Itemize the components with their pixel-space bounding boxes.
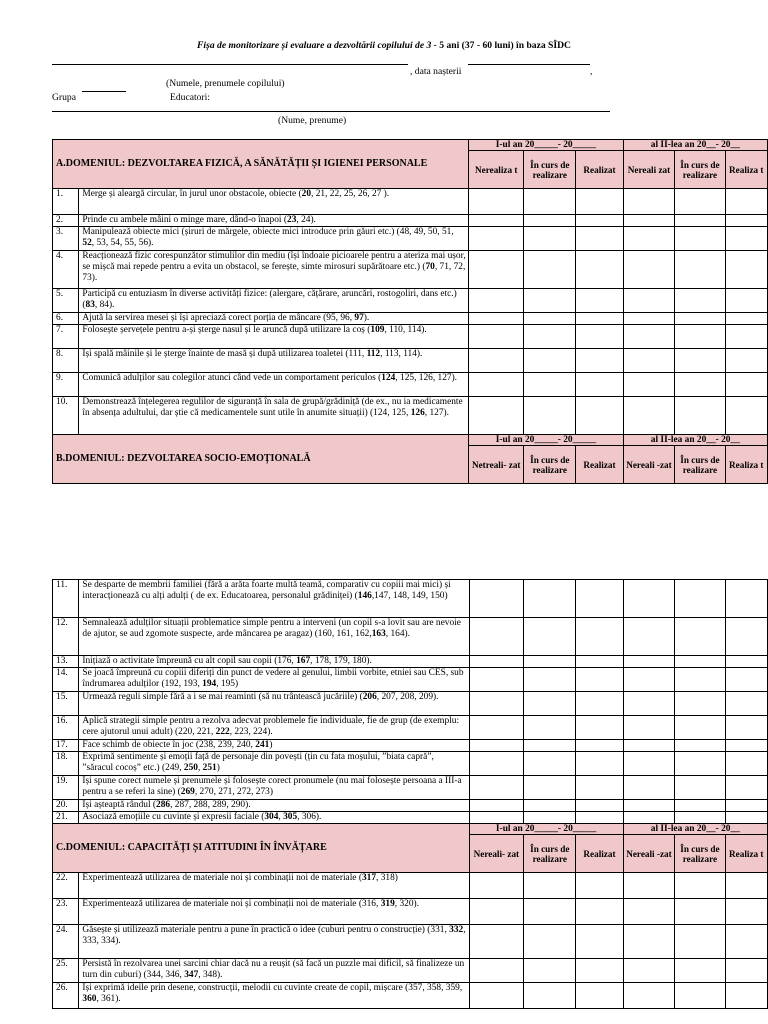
- status-checkbox-cell[interactable]: [469, 215, 524, 227]
- criterion-text: Găsește și utilizează materiale pentru a pune în practică o idee (cuburi pentru o construcție) (331, 332, 333, 334).: [79, 925, 469, 959]
- status-checkbox-cell[interactable]: [469, 776, 524, 800]
- year2-header: al II-lea an 20__- 20__: [623, 824, 767, 835]
- status-checkbox-cell[interactable]: [524, 397, 576, 435]
- domain-title: [53, 435, 469, 484]
- status-checkbox-cell[interactable]: [576, 959, 623, 983]
- status-checkbox-cell[interactable]: [675, 580, 725, 618]
- status-checkbox-cell[interactable]: [725, 656, 767, 668]
- status-checkbox-cell[interactable]: [524, 618, 576, 656]
- status-checkbox-cell[interactable]: [524, 983, 576, 1009]
- status-checkbox-cell[interactable]: [675, 716, 725, 740]
- criterion-text: Experimentează utilizarea de materiale noi și combinații noi de materiale (316, 319, 320).: [79, 899, 469, 925]
- domain-header-row: [53, 140, 768, 151]
- status-checkbox-cell[interactable]: [725, 325, 767, 349]
- status-column-header: Nereali -zat: [623, 835, 675, 873]
- status-checkbox-cell[interactable]: [469, 873, 524, 899]
- criterion-text: Urmează reguli simple fără a i se mai reaminti (să nu trântească jucăriile) (206, 207, 208, 209).: [79, 692, 469, 716]
- status-checkbox-cell[interactable]: [469, 373, 524, 397]
- status-checkbox-cell[interactable]: [675, 349, 725, 373]
- status-checkbox-cell[interactable]: [469, 752, 524, 776]
- status-checkbox-cell[interactable]: [524, 800, 576, 812]
- monitoring-table-part2: [52, 579, 768, 1009]
- status-checkbox-cell[interactable]: [576, 313, 623, 325]
- status-column-header: Realiza t: [725, 151, 767, 189]
- criterion-row: [53, 189, 768, 215]
- status-checkbox-cell[interactable]: [623, 656, 675, 668]
- criterion-text: Își exprimă ideile prin desene, construcții, melodii cu cuvinte create de copil, mișcare (357, 358, 359, 360, 361).: [79, 983, 469, 1009]
- status-checkbox-cell[interactable]: [725, 752, 767, 776]
- status-column-header: În curs de realizare: [675, 151, 725, 189]
- status-checkbox-cell[interactable]: [524, 776, 576, 800]
- status-checkbox-cell[interactable]: [725, 397, 767, 435]
- status-checkbox-cell[interactable]: [675, 983, 725, 1009]
- status-checkbox-cell[interactable]: [675, 227, 725, 251]
- criterion-row: [53, 925, 768, 959]
- criterion-number: 11.: [53, 580, 79, 618]
- status-column-header: În curs de realizare: [524, 446, 576, 484]
- criterion-number: 5.: [53, 289, 79, 313]
- status-checkbox-cell[interactable]: [576, 668, 623, 692]
- status-checkbox-cell[interactable]: [469, 899, 524, 925]
- criterion-number: 10.: [53, 397, 79, 435]
- criterion-row: [53, 580, 768, 618]
- status-checkbox-cell[interactable]: [469, 959, 524, 983]
- criterion-text: Merge și aleargă circular, în jurul unor obstacole, obiecte (20, 21, 22, 25, 26, 27 ).: [79, 189, 469, 215]
- status-checkbox-cell[interactable]: [675, 189, 725, 215]
- status-checkbox-cell[interactable]: [469, 812, 524, 824]
- status-checkbox-cell[interactable]: [623, 189, 675, 215]
- status-checkbox-cell[interactable]: [576, 349, 623, 373]
- criterion-row: [53, 800, 768, 812]
- status-checkbox-cell[interactable]: [675, 668, 725, 692]
- criterion-row: [53, 983, 768, 1009]
- criterion-number: 23.: [53, 899, 79, 925]
- criterion-number: 12.: [53, 618, 79, 656]
- status-column-header: Realiza t: [725, 835, 767, 873]
- criterion-row: [53, 716, 768, 740]
- status-checkbox-cell[interactable]: [725, 692, 767, 716]
- status-checkbox-cell[interactable]: [576, 289, 623, 313]
- status-checkbox-cell[interactable]: [524, 325, 576, 349]
- status-checkbox-cell[interactable]: [469, 740, 524, 752]
- criterion-text: Demonstrează înțelegerea regulilor de siguranță în sala de grupă/grădiniță (de ex., nu ia medicamente în absența adultului, dar știe că medicamentele sunt utile în anumite situații) (124, 125, 126, 127).: [79, 397, 469, 435]
- status-checkbox-cell[interactable]: [725, 716, 767, 740]
- criterion-text: Experimentează utilizarea de materiale noi și combinații noi de materiale (317, 318): [79, 873, 469, 899]
- criterion-row: [53, 776, 768, 800]
- status-checkbox-cell[interactable]: [725, 215, 767, 227]
- status-checkbox-cell[interactable]: [524, 215, 576, 227]
- criterion-text: Persistă în rezolvarea unei sarcini chiar dacă nu a reușit (să facă un puzzle mai dificil, să finalizeze un turn din cuburi) (344, 346, 347, 348).: [79, 959, 469, 983]
- status-checkbox-cell[interactable]: [524, 925, 576, 959]
- criterion-row: [53, 349, 768, 373]
- status-checkbox-cell[interactable]: [623, 925, 675, 959]
- criterion-number: 26.: [53, 983, 79, 1009]
- status-checkbox-cell[interactable]: [675, 925, 725, 959]
- title-prefix: Fișa de monitorizare și evaluare a dezvoltării copilului de 3 -: [197, 40, 440, 51]
- status-checkbox-cell[interactable]: [576, 812, 623, 824]
- status-checkbox-cell[interactable]: [469, 925, 524, 959]
- status-checkbox-cell[interactable]: [623, 349, 675, 373]
- status-checkbox-cell[interactable]: [725, 800, 767, 812]
- criterion-row: [53, 397, 768, 435]
- status-checkbox-cell[interactable]: [675, 325, 725, 349]
- status-checkbox-cell[interactable]: [725, 983, 767, 1009]
- status-checkbox-cell[interactable]: [576, 251, 623, 289]
- status-checkbox-cell[interactable]: [675, 618, 725, 656]
- criterion-number: 16.: [53, 716, 79, 740]
- status-checkbox-cell[interactable]: [675, 656, 725, 668]
- status-checkbox-cell[interactable]: [576, 752, 623, 776]
- status-checkbox-cell[interactable]: [623, 227, 675, 251]
- status-checkbox-cell[interactable]: [524, 716, 576, 740]
- status-checkbox-cell[interactable]: [675, 289, 725, 313]
- criterion-text: Participă cu entuziasm în diverse activități fizice: (alergare, cățărare, aruncări, rostogoliri, dans etc.) (83, 84).: [79, 289, 469, 313]
- status-checkbox-cell[interactable]: [469, 656, 524, 668]
- criterion-row: [53, 313, 768, 325]
- criterion-number: 2.: [53, 215, 79, 227]
- criterion-row: [53, 289, 768, 313]
- status-checkbox-cell[interactable]: [725, 668, 767, 692]
- child-name-caption: (Numele, prenumele copilului): [166, 78, 285, 89]
- criterion-row: [53, 812, 768, 824]
- criterion-text: Face schimb de obiecte în joc (238, 239, 240, 241): [79, 740, 469, 752]
- status-column-header: Realizat: [576, 446, 623, 484]
- status-checkbox-cell[interactable]: [576, 373, 623, 397]
- status-checkbox-cell[interactable]: [675, 800, 725, 812]
- criterion-text: Prinde cu ambele mâini o minge mare, dând-o înapoi (23, 24).: [79, 215, 469, 227]
- status-checkbox-cell[interactable]: [623, 800, 675, 812]
- teachers-line[interactable]: [52, 111, 610, 112]
- criterion-row: [53, 215, 768, 227]
- status-checkbox-cell[interactable]: [675, 373, 725, 397]
- status-checkbox-cell[interactable]: [524, 313, 576, 325]
- status-checkbox-cell[interactable]: [469, 668, 524, 692]
- criterion-number: 17.: [53, 740, 79, 752]
- teacher-name-caption: (Nume, prenume): [278, 115, 347, 126]
- status-checkbox-cell[interactable]: [576, 776, 623, 800]
- status-checkbox-cell[interactable]: [469, 189, 524, 215]
- status-checkbox-cell[interactable]: [469, 289, 524, 313]
- criterion-row: [53, 251, 768, 289]
- status-checkbox-cell[interactable]: [623, 580, 675, 618]
- status-checkbox-cell[interactable]: [675, 812, 725, 824]
- status-checkbox-cell[interactable]: [623, 397, 675, 435]
- status-checkbox-cell[interactable]: [469, 325, 524, 349]
- status-checkbox-cell[interactable]: [576, 800, 623, 812]
- criterion-text: Asociază emoțiile cu cuvinte și expresii faciale (304, 305, 306).: [79, 812, 469, 824]
- status-checkbox-cell[interactable]: [524, 251, 576, 289]
- status-checkbox-cell[interactable]: [576, 618, 623, 656]
- status-checkbox-cell[interactable]: [524, 227, 576, 251]
- group-line[interactable]: [82, 91, 126, 92]
- status-checkbox-cell[interactable]: [469, 349, 524, 373]
- status-checkbox-cell[interactable]: [576, 692, 623, 716]
- status-checkbox-cell[interactable]: [623, 289, 675, 313]
- status-column-header: Realizat: [576, 151, 623, 189]
- criterion-row: [53, 692, 768, 716]
- domain-c-title: C.DOMENIUL: CAPACITĂȚI ȘI ATITUDINI ÎN ÎNVĂȚARE: [56, 842, 327, 853]
- status-checkbox-cell[interactable]: [524, 692, 576, 716]
- status-checkbox-cell[interactable]: [524, 189, 576, 215]
- criterion-row: [53, 668, 768, 692]
- status-column-header: În curs de realizare: [675, 835, 725, 873]
- status-checkbox-cell[interactable]: [623, 325, 675, 349]
- status-checkbox-cell[interactable]: [623, 776, 675, 800]
- status-checkbox-cell[interactable]: [524, 752, 576, 776]
- status-checkbox-cell[interactable]: [623, 752, 675, 776]
- criterion-row: [53, 656, 768, 668]
- status-checkbox-cell[interactable]: [623, 873, 675, 899]
- status-checkbox-cell[interactable]: [725, 251, 767, 289]
- domain-title: [53, 824, 470, 873]
- criterion-number: 14.: [53, 668, 79, 692]
- criterion-row: [53, 618, 768, 656]
- status-checkbox-cell[interactable]: [675, 752, 725, 776]
- status-checkbox-cell[interactable]: [576, 215, 623, 227]
- criterion-number: 7.: [53, 325, 79, 349]
- status-checkbox-cell[interactable]: [524, 373, 576, 397]
- status-checkbox-cell[interactable]: [469, 716, 524, 740]
- status-checkbox-cell[interactable]: [469, 983, 524, 1009]
- status-checkbox-cell[interactable]: [623, 215, 675, 227]
- domain-b-title: B.DOMENIUL: DEZVOLTAREA SOCIO-EMOȚIONALĂ: [56, 453, 311, 464]
- status-column-header: Nerealiza t: [469, 151, 524, 189]
- status-checkbox-cell[interactable]: [623, 716, 675, 740]
- status-checkbox-cell[interactable]: [623, 668, 675, 692]
- criterion-text: Folosește șervețele pentru a-și șterge nasul și le aruncă după utilizare la coș (109, 110, 114).: [79, 325, 469, 349]
- status-checkbox-cell[interactable]: [725, 349, 767, 373]
- status-checkbox-cell[interactable]: [623, 373, 675, 397]
- status-checkbox-cell[interactable]: [576, 873, 623, 899]
- status-checkbox-cell[interactable]: [725, 740, 767, 752]
- status-checkbox-cell[interactable]: [675, 740, 725, 752]
- status-checkbox-cell[interactable]: [524, 959, 576, 983]
- status-checkbox-cell[interactable]: [469, 251, 524, 289]
- criterion-text: Inițiază o activitate împreună cu alt copil sau copii (176, 167, 178, 179, 180).: [79, 656, 469, 668]
- criterion-text: Exprimă sentimente și emoții față de personaje din povești (țin cu fata moșului, ”biata capră”, ”săracul cocoș” etc.) (249, 250, 251): [79, 752, 469, 776]
- criterion-text: Își așteaptă rândul (286, 287, 288, 289, 290).: [79, 800, 469, 812]
- status-checkbox-cell[interactable]: [524, 580, 576, 618]
- status-checkbox-cell[interactable]: [725, 873, 767, 899]
- comma: ,: [590, 66, 593, 77]
- status-column-header: Nereali zat: [623, 151, 675, 189]
- status-checkbox-cell[interactable]: [675, 397, 725, 435]
- document-title: [0, 40, 768, 51]
- status-checkbox-cell[interactable]: [675, 873, 725, 899]
- status-checkbox-cell[interactable]: [725, 776, 767, 800]
- criterion-text: Aplică strategii simple pentru a rezolva adecvat problemele fie individuale, fie de grup (de exemplu: cere ajutorul unui adult) (220, 221, 222, 223, 224).: [79, 716, 469, 740]
- criterion-row: [53, 959, 768, 983]
- criterion-text: Se joacă împreună cu copiii diferiți din punct de vedere al genului, limbii vorbite, etniei sau CES, sub îndrumarea adulților (192, 193, 194, 195): [79, 668, 469, 692]
- criterion-text: Își spală mâinile și le șterge înainte de masă și după utilizarea toaletei (111, 112, 113, 114).: [79, 349, 469, 373]
- status-checkbox-cell[interactable]: [623, 740, 675, 752]
- status-column-header: În curs de realizare: [675, 446, 725, 484]
- birth-date-label: , data nașterii: [410, 66, 462, 77]
- criterion-text: Comunică adulților sau colegilor atunci când vede un comportament periculos (124, 125, 126, 127).: [79, 373, 469, 397]
- status-checkbox-cell[interactable]: [524, 812, 576, 824]
- status-column-header: Realiza t: [725, 446, 767, 484]
- status-checkbox-cell[interactable]: [623, 251, 675, 289]
- status-checkbox-cell[interactable]: [725, 227, 767, 251]
- status-checkbox-cell[interactable]: [469, 313, 524, 325]
- status-checkbox-cell[interactable]: [576, 656, 623, 668]
- status-checkbox-cell[interactable]: [725, 925, 767, 959]
- status-checkbox-cell[interactable]: [675, 959, 725, 983]
- status-checkbox-cell[interactable]: [576, 397, 623, 435]
- status-checkbox-cell[interactable]: [725, 959, 767, 983]
- status-checkbox-cell[interactable]: [623, 692, 675, 716]
- criterion-row: [53, 227, 768, 251]
- criterion-row: [53, 740, 768, 752]
- year1-header: I-ul an 20_____- 20_____: [469, 435, 623, 446]
- status-checkbox-cell[interactable]: [576, 580, 623, 618]
- title-suffix: 5 ani (37 - 60 luni) în baza SÎDC: [439, 40, 571, 51]
- status-checkbox-cell[interactable]: [576, 325, 623, 349]
- status-checkbox-cell[interactable]: [576, 899, 623, 925]
- status-checkbox-cell[interactable]: [469, 618, 524, 656]
- criterion-number: 13.: [53, 656, 79, 668]
- criterion-number: 19.: [53, 776, 79, 800]
- status-checkbox-cell[interactable]: [524, 899, 576, 925]
- criterion-text: Reacționează fizic corespunzător stimulilor din mediu (își îndoaie picioarele pentru a ateriza mai ușor, se mișcă mai repede pentru a evita un obstacol, se ferește, simte mirosuri supărătoare etc.) (70, 71, 72, 73).: [79, 251, 469, 289]
- status-checkbox-cell[interactable]: [524, 289, 576, 313]
- status-checkbox-cell[interactable]: [623, 812, 675, 824]
- criterion-number: 3.: [53, 227, 79, 251]
- criterion-row: [53, 325, 768, 349]
- status-checkbox-cell[interactable]: [725, 313, 767, 325]
- status-checkbox-cell[interactable]: [675, 899, 725, 925]
- domain-header-row: [53, 824, 768, 835]
- status-checkbox-cell[interactable]: [623, 959, 675, 983]
- criterion-row: [53, 899, 768, 925]
- criterion-text: Se desparte de membrii familiei (fără a arăta foarte multă teamă, comparativ cu copiii mai mici) și interacționează cu alți adulți ( de ex. Educatoarea, personalul grădiniței) (146,147, 148, 149, 150): [79, 580, 469, 618]
- status-checkbox-cell[interactable]: [675, 251, 725, 289]
- status-checkbox-cell[interactable]: [725, 580, 767, 618]
- status-column-header: Realizat: [576, 835, 623, 873]
- status-checkbox-cell[interactable]: [675, 692, 725, 716]
- criterion-number: 8.: [53, 349, 79, 373]
- status-checkbox-cell[interactable]: [469, 580, 524, 618]
- criterion-number: 6.: [53, 313, 79, 325]
- status-checkbox-cell[interactable]: [725, 373, 767, 397]
- status-checkbox-cell[interactable]: [524, 668, 576, 692]
- status-checkbox-cell[interactable]: [576, 925, 623, 959]
- criterion-number: 18.: [53, 752, 79, 776]
- criterion-number: 21.: [53, 812, 79, 824]
- status-checkbox-cell[interactable]: [576, 983, 623, 1009]
- status-checkbox-cell[interactable]: [623, 983, 675, 1009]
- teachers-label: Educatori:: [170, 92, 210, 103]
- status-checkbox-cell[interactable]: [469, 227, 524, 251]
- year2-header: al II-lea an 20__- 20__: [623, 435, 767, 446]
- status-checkbox-cell[interactable]: [469, 397, 524, 435]
- status-checkbox-cell[interactable]: [576, 740, 623, 752]
- criterion-row: [53, 752, 768, 776]
- group-label: Grupa: [52, 92, 76, 103]
- status-checkbox-cell[interactable]: [725, 899, 767, 925]
- criterion-number: 1.: [53, 189, 79, 215]
- criterion-row: [53, 873, 768, 899]
- status-checkbox-cell[interactable]: [623, 313, 675, 325]
- status-checkbox-cell[interactable]: [576, 227, 623, 251]
- domain-title: [53, 140, 469, 189]
- criterion-text: Ajută la servirea mesei și își apreciază corect porția de mâncare (95, 96, 97).: [79, 313, 469, 325]
- status-checkbox-cell[interactable]: [675, 215, 725, 227]
- status-column-header: În curs de realizare: [524, 835, 576, 873]
- criterion-number: 9.: [53, 373, 79, 397]
- domain-header-row: [53, 435, 768, 446]
- status-checkbox-cell[interactable]: [576, 716, 623, 740]
- criterion-number: 25.: [53, 959, 79, 983]
- status-checkbox-cell[interactable]: [725, 618, 767, 656]
- status-checkbox-cell[interactable]: [725, 289, 767, 313]
- criterion-row: [53, 373, 768, 397]
- status-column-header: În curs de realizare: [524, 151, 576, 189]
- year2-header: al II-lea an 20__- 20__: [623, 140, 767, 151]
- status-checkbox-cell[interactable]: [623, 618, 675, 656]
- year1-header: I-ul an 20_____- 20_____: [469, 824, 623, 835]
- status-checkbox-cell[interactable]: [623, 899, 675, 925]
- status-checkbox-cell[interactable]: [524, 656, 576, 668]
- status-column-header: Nereali -zat: [623, 446, 675, 484]
- child-name-line[interactable]: [52, 64, 408, 65]
- year1-header: I-ul an 20_____- 20_____: [469, 140, 623, 151]
- status-checkbox-cell[interactable]: [524, 873, 576, 899]
- criterion-text: Manipulează obiecte mici (șiruri de mărgele, obiecte mici introduce prin găuri etc.) (48, 49, 50, 51, 52, 53, 54, 55, 56).: [79, 227, 469, 251]
- criterion-text: Își spune corect numele și prenumele și folosește corect pronumele (nu mai folosește persoana a III-a pentru a se referi la sine) (269, 270, 271, 272, 273): [79, 776, 469, 800]
- status-checkbox-cell[interactable]: [725, 189, 767, 215]
- criterion-text: Semnalează adulților situații problematice simple pentru a interveni (un copil s-a lovit sau are nevoie de ajutor, se aud zgomote suspecte, arde mâncarea pe aragaz) (160, 161, 162,163, 164).: [79, 618, 469, 656]
- criterion-number: 24.: [53, 925, 79, 959]
- criterion-number: 20.: [53, 800, 79, 812]
- status-column-header: Netreali- zat: [469, 446, 524, 484]
- status-checkbox-cell[interactable]: [469, 800, 524, 812]
- status-checkbox-cell[interactable]: [675, 313, 725, 325]
- status-column-header: Nereali- zat: [469, 835, 524, 873]
- status-checkbox-cell[interactable]: [576, 189, 623, 215]
- status-checkbox-cell[interactable]: [675, 776, 725, 800]
- criterion-number: 4.: [53, 251, 79, 289]
- birth-date-line[interactable]: [468, 64, 590, 65]
- status-checkbox-cell[interactable]: [524, 349, 576, 373]
- criterion-number: 15.: [53, 692, 79, 716]
- criterion-number: 22.: [53, 873, 79, 899]
- domain-a-title: A.DOMENIUL: DEZVOLTAREA FIZICĂ, A SĂNĂTĂȚII ȘI IGIENEI PERSONALE: [56, 158, 428, 169]
- status-checkbox-cell[interactable]: [469, 692, 524, 716]
- status-checkbox-cell[interactable]: [524, 740, 576, 752]
- status-checkbox-cell[interactable]: [725, 812, 767, 824]
- monitoring-table-part1: [52, 139, 768, 484]
